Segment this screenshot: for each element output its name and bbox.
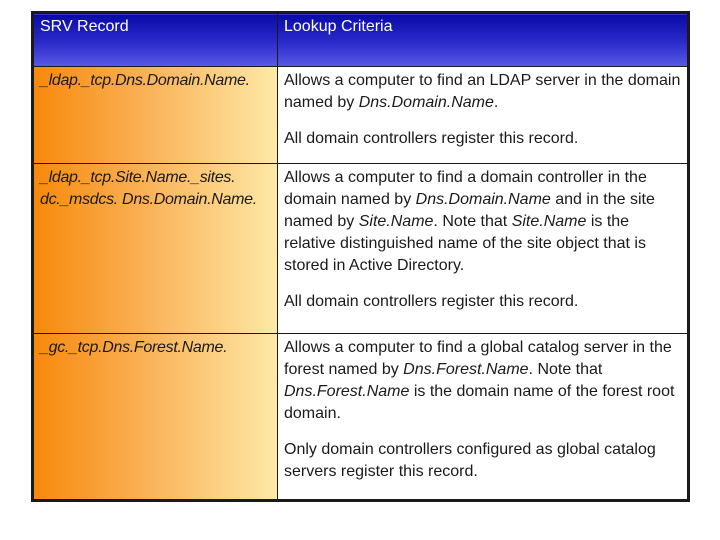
header-srv-record: SRV Record xyxy=(34,14,278,67)
table-header-row xyxy=(34,14,688,67)
lookup-criteria-cell xyxy=(278,164,688,334)
lookup-description: Allows a computer to find an LDAP server in the domain named by Dns.Domain.Name. xyxy=(284,72,681,111)
lookup-description: Allows a computer to find a domain controller in the domain named by Dns.Domain.Name and in the site named by Site.Name. Note that Site.Name is the relative distinguished name of the site object that is stored in Active Directory. xyxy=(284,169,655,274)
table-row xyxy=(34,67,688,164)
registration-note: All domain controllers register this record. xyxy=(284,293,579,310)
italic-term: Site.Name xyxy=(358,213,434,230)
record-name: _ldap._tcp.Site.Name._sites. dc._msdcs. Dns.Domain.Name. xyxy=(34,164,278,334)
header-lookup-criteria: Lookup Criteria xyxy=(278,14,688,67)
italic-term: Dns.Domain.Name xyxy=(358,94,494,111)
lookup-description: Allows a computer to find a global catalog server in the forest named by Dns.Forest.Name. Note that Dns.Forest.Name is the domain name of the forest root domain. xyxy=(284,339,675,422)
registration-note: All domain controllers register this record. xyxy=(284,130,579,147)
srv-record-table xyxy=(33,13,688,500)
table-row xyxy=(34,334,688,500)
italic-term: Dns.Forest.Name xyxy=(403,361,529,378)
table-row xyxy=(34,164,688,334)
record-name: _gc._tcp.Dns.Forest.Name. xyxy=(34,334,278,500)
srv-record-table-wrapper xyxy=(31,11,690,502)
lookup-criteria-cell xyxy=(278,334,688,500)
italic-term: Dns.Domain.Name xyxy=(415,191,551,208)
italic-term: Site.Name xyxy=(511,213,587,230)
italic-term: Dns.Forest.Name xyxy=(284,383,410,400)
lookup-criteria-cell xyxy=(278,67,688,164)
registration-note: Only domain controllers configured as global catalog servers register this record. xyxy=(284,441,656,480)
record-name: _ldap._tcp.Dns.Domain.Name. xyxy=(34,67,278,164)
